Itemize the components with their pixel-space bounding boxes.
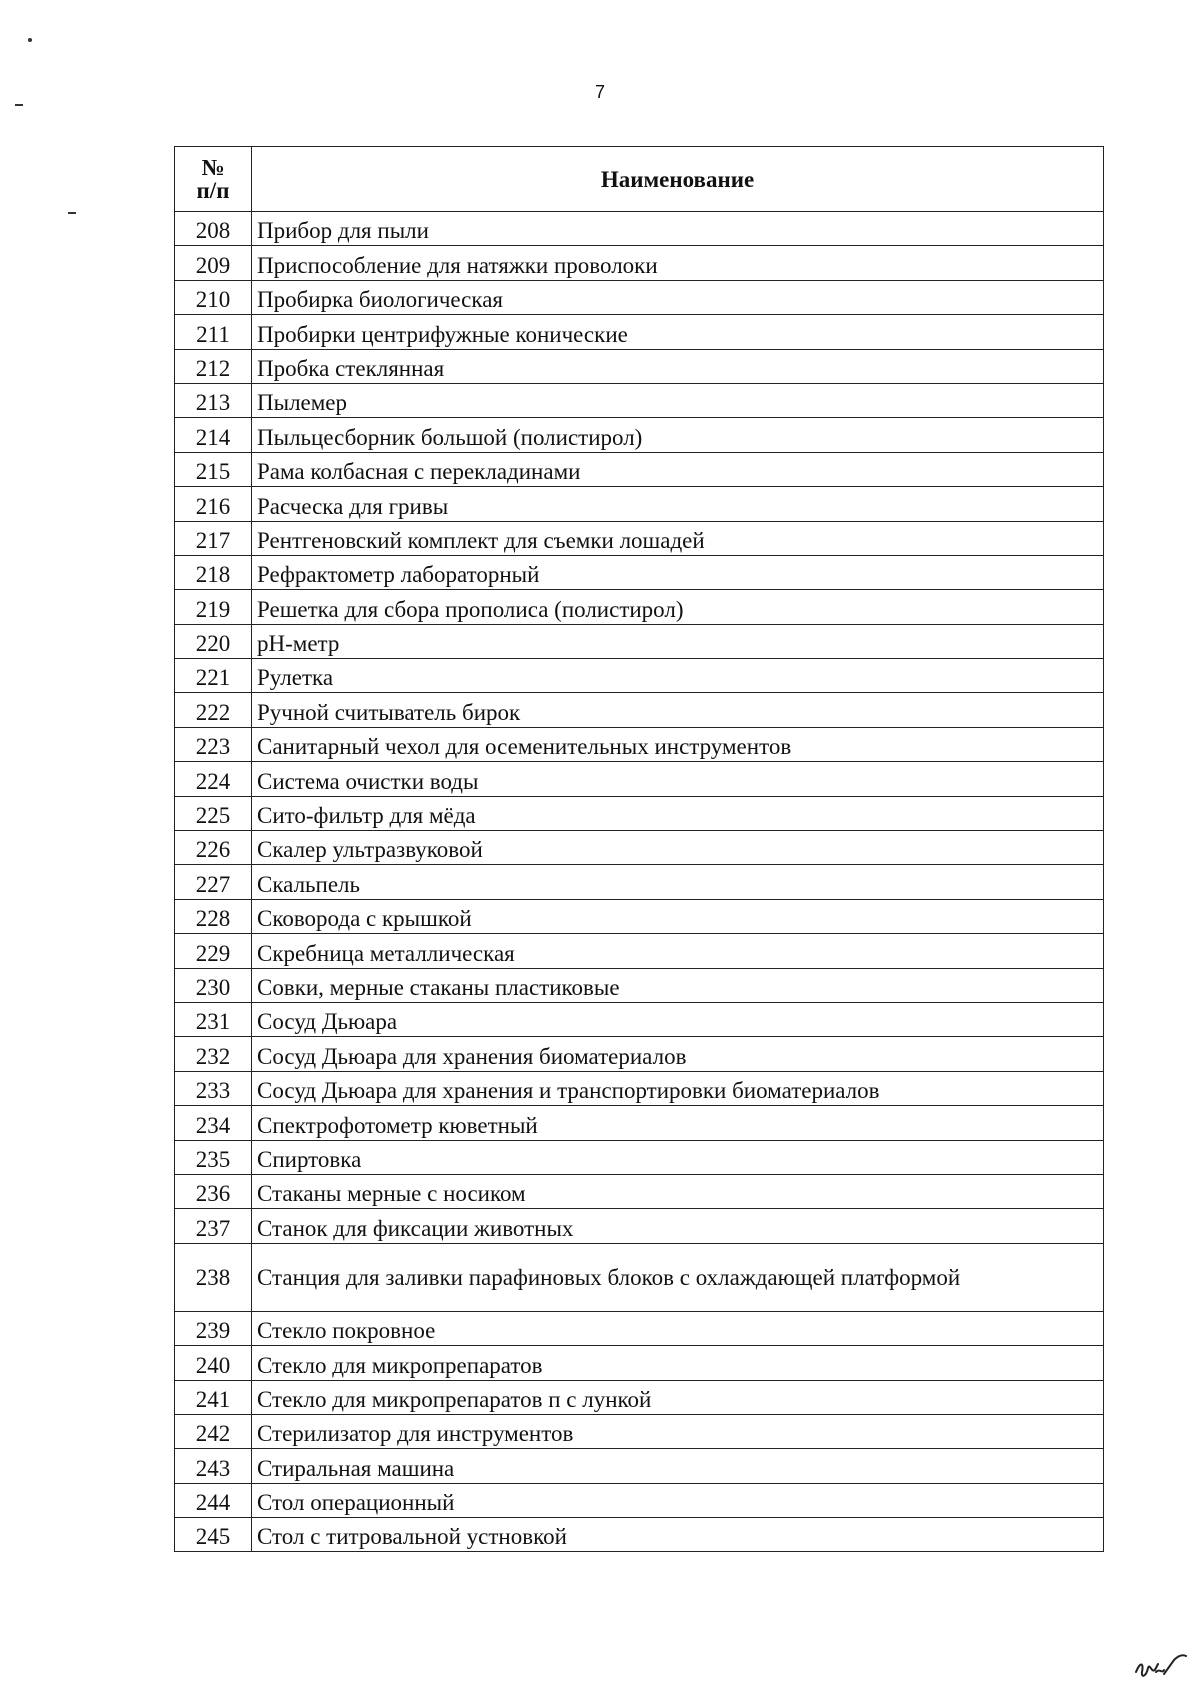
scan-artifact: [15, 104, 23, 106]
table-row: [175, 1414, 1104, 1448]
row-number: 226: [175, 831, 252, 865]
table-row: [175, 1243, 1104, 1311]
row-item-name: Пробка стеклянная: [252, 349, 1104, 383]
row-number: 219: [175, 590, 252, 624]
row-item-name: Стекло для микропрепаратов п с лункой: [252, 1380, 1104, 1414]
table-row: [175, 1071, 1104, 1105]
row-item-name: Скребница металлическая: [252, 934, 1104, 968]
table-row: [175, 590, 1104, 624]
row-number: 235: [175, 1140, 252, 1174]
row-number: 238: [175, 1243, 252, 1311]
row-item-name: Станция для заливки парафиновых блоков с охлаждающей платформой: [252, 1243, 1104, 1311]
row-item-name: Ручной считыватель бирок: [252, 693, 1104, 727]
table-row: [175, 1483, 1104, 1517]
row-item-name: Решетка для сбора прополиса (полистирол): [252, 590, 1104, 624]
row-item-name: pH-метр: [252, 624, 1104, 658]
row-item-name: Стерилизатор для инструментов: [252, 1414, 1104, 1448]
row-item-name: Стекло покровное: [252, 1311, 1104, 1345]
row-number: 236: [175, 1174, 252, 1208]
scan-artifact: [28, 38, 32, 42]
row-item-name: Система очистки воды: [252, 762, 1104, 796]
table-row: [175, 246, 1104, 280]
table-row: [175, 1140, 1104, 1174]
table-row: [175, 349, 1104, 383]
table-row: [175, 865, 1104, 899]
row-item-name: Сито-фильтр для мёда: [252, 796, 1104, 830]
row-number: 243: [175, 1449, 252, 1483]
row-number: 227: [175, 865, 252, 899]
table-row: [175, 1209, 1104, 1243]
row-number: 222: [175, 693, 252, 727]
row-number: 240: [175, 1346, 252, 1380]
row-number: 212: [175, 349, 252, 383]
row-number: 225: [175, 796, 252, 830]
row-item-name: Пылемер: [252, 383, 1104, 417]
table-row: [175, 1037, 1104, 1071]
column-header-name: Наименование: [252, 147, 1104, 212]
row-number: 217: [175, 521, 252, 555]
row-number: 221: [175, 659, 252, 693]
row-item-name: Стаканы мерные с носиком: [252, 1174, 1104, 1208]
row-number: 211: [175, 315, 252, 349]
row-item-name: Сосуд Дьюара: [252, 1002, 1104, 1036]
table-row: [175, 1346, 1104, 1380]
row-number: 224: [175, 762, 252, 796]
row-number: 228: [175, 899, 252, 933]
table-row: [175, 452, 1104, 486]
column-header-number-symbol: №: [201, 155, 225, 180]
table-row: [175, 1174, 1104, 1208]
equipment-table: [174, 146, 1104, 1552]
row-item-name: Сосуд Дьюара для хранения и транспортировки биоматериалов: [252, 1071, 1104, 1105]
row-number: 230: [175, 968, 252, 1002]
row-number: 237: [175, 1209, 252, 1243]
row-number: 232: [175, 1037, 252, 1071]
row-item-name: Пробирки центрифужные конические: [252, 315, 1104, 349]
row-number: 210: [175, 280, 252, 314]
row-item-name: Сосуд Дьюара для хранения биоматериалов: [252, 1037, 1104, 1071]
row-number: 223: [175, 727, 252, 761]
row-item-name: Рулетка: [252, 659, 1104, 693]
table-row: [175, 1106, 1104, 1140]
table-row: [175, 1002, 1104, 1036]
table-row: [175, 315, 1104, 349]
row-number: 214: [175, 418, 252, 452]
table-row: [175, 521, 1104, 555]
table-row: [175, 659, 1104, 693]
table-row: [175, 624, 1104, 658]
table-row: [175, 693, 1104, 727]
table-row: [175, 762, 1104, 796]
row-item-name: Рентгеновский комплект для съемки лошадей: [252, 521, 1104, 555]
row-number: 242: [175, 1414, 252, 1448]
page-number: 7: [594, 82, 605, 102]
table-row: [175, 831, 1104, 865]
row-number: 229: [175, 934, 252, 968]
row-item-name: Санитарный чехол для осеменительных инструментов: [252, 727, 1104, 761]
row-number: 231: [175, 1002, 252, 1036]
row-item-name: Пыльцесборник большой (полистирол): [252, 418, 1104, 452]
row-item-name: Стекло для микропрепаратов: [252, 1346, 1104, 1380]
scan-artifact: [68, 212, 76, 214]
row-number: 241: [175, 1380, 252, 1414]
row-item-name: Спиртовка: [252, 1140, 1104, 1174]
table-row: [175, 1380, 1104, 1414]
row-item-name: Скальпель: [252, 865, 1104, 899]
row-number: 233: [175, 1071, 252, 1105]
table-row: [175, 418, 1104, 452]
table-row: [175, 1449, 1104, 1483]
table-row: [175, 1518, 1104, 1552]
row-item-name: Стол операционный: [252, 1483, 1104, 1517]
table-row: [175, 212, 1104, 246]
table-row: [175, 280, 1104, 314]
column-header-number-abbrev: п/п: [196, 178, 230, 203]
table-row: [175, 555, 1104, 589]
row-number: 245: [175, 1518, 252, 1552]
row-number: 216: [175, 487, 252, 521]
row-item-name: Приспособление для натяжки проволоки: [252, 246, 1104, 280]
row-item-name: Сковорода с крышкой: [252, 899, 1104, 933]
table-row: [175, 1311, 1104, 1345]
row-item-name: Рама колбасная с перекладинами: [252, 452, 1104, 486]
row-item-name: Прибор для пыли: [252, 212, 1104, 246]
row-item-name: Пробирка биологическая: [252, 280, 1104, 314]
row-number: 215: [175, 452, 252, 486]
row-item-name: Стиральная машина: [252, 1449, 1104, 1483]
row-item-name: Спектрофотометр кюветный: [252, 1106, 1104, 1140]
row-item-name: Рефрактометр лабораторный: [252, 555, 1104, 589]
row-number: 220: [175, 624, 252, 658]
table-body: [175, 212, 1104, 1552]
handwritten-signature: [1134, 1650, 1188, 1684]
table-row: [175, 487, 1104, 521]
table-row: [175, 383, 1104, 417]
table-row: [175, 968, 1104, 1002]
row-item-name: Стол с титровальной устновкой: [252, 1518, 1104, 1552]
table-row: [175, 727, 1104, 761]
row-item-name: Совки, мерные стаканы пластиковые: [252, 968, 1104, 1002]
row-item-name: Расческа для гривы: [252, 487, 1104, 521]
table-row: [175, 796, 1104, 830]
table-row: [175, 899, 1104, 933]
row-item-name: Скалер ультразвуковой: [252, 831, 1104, 865]
row-number: 209: [175, 246, 252, 280]
row-number: 213: [175, 383, 252, 417]
row-number: 244: [175, 1483, 252, 1517]
row-item-name: Станок для фиксации животных: [252, 1209, 1104, 1243]
row-number: 234: [175, 1106, 252, 1140]
table-row: [175, 934, 1104, 968]
column-header-number: [175, 147, 252, 212]
table-header-row: [175, 147, 1104, 212]
row-number: 239: [175, 1311, 252, 1345]
row-number: 208: [175, 212, 252, 246]
row-number: 218: [175, 555, 252, 589]
